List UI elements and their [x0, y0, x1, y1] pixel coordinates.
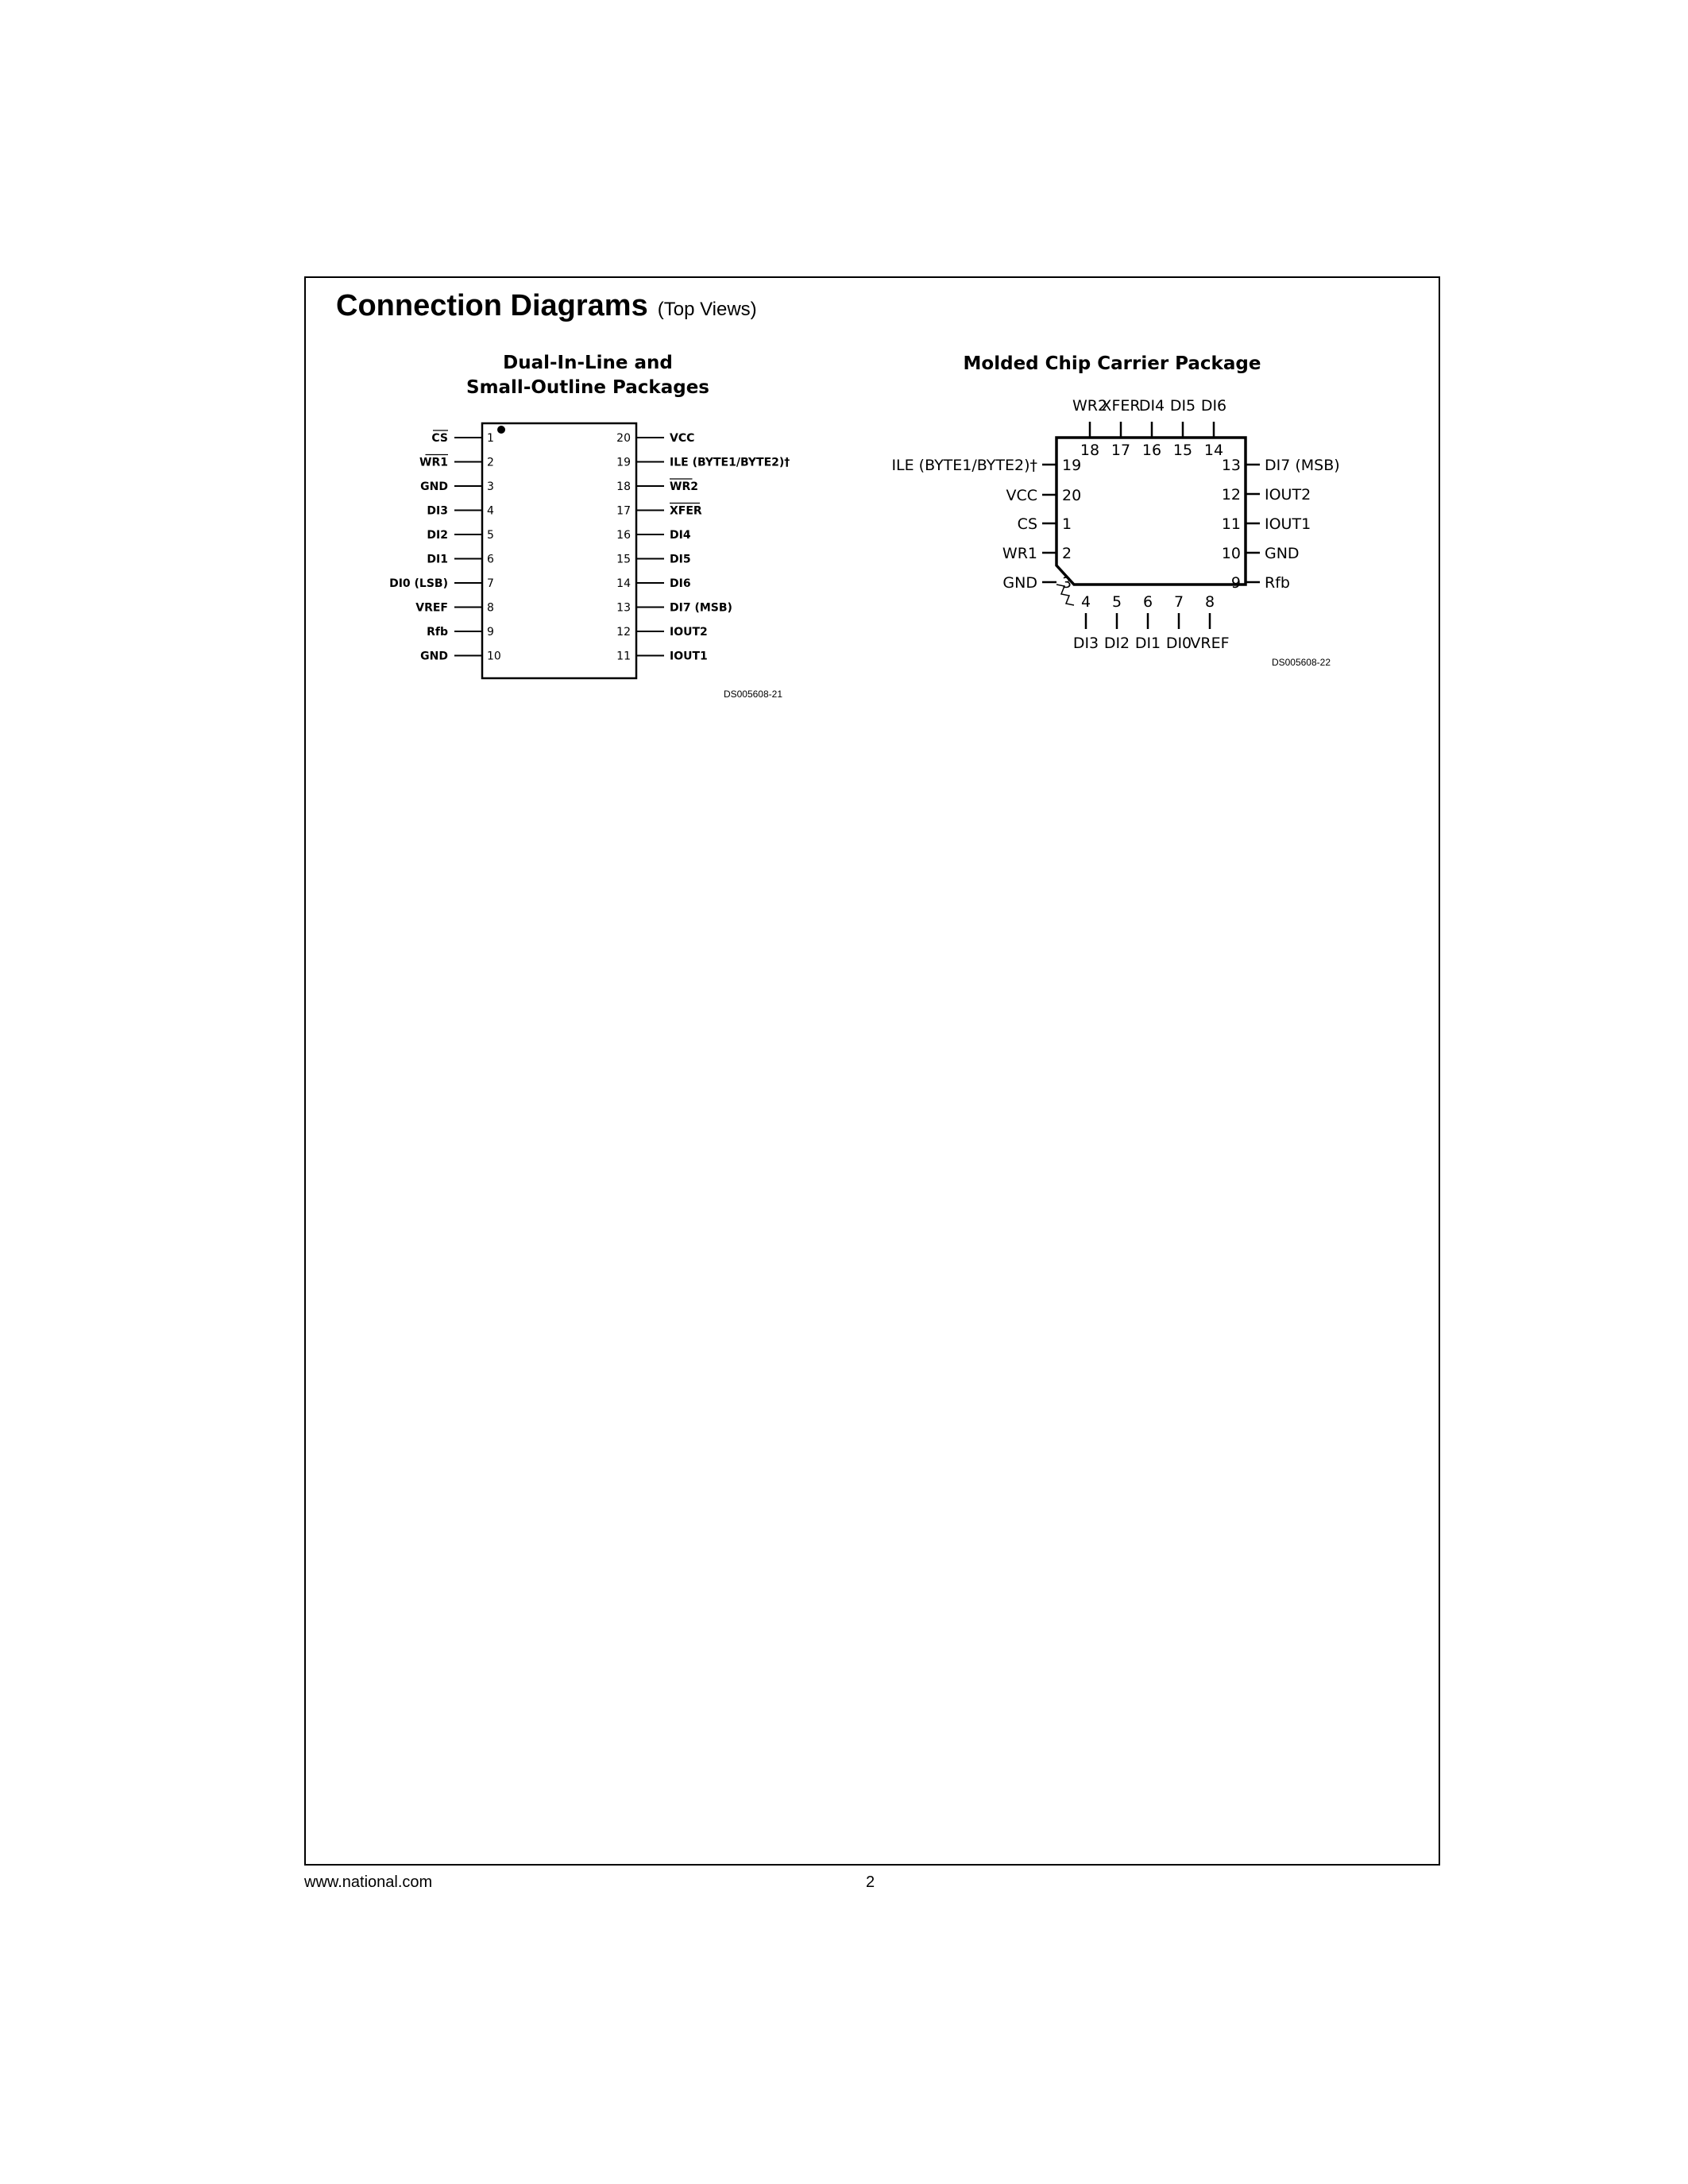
- dip-pin-iout2: IOUT2: [670, 626, 708, 639]
- plcc-pin-xfer: XFER: [1101, 397, 1141, 415]
- dip-drawing-code: DS005608-21: [723, 689, 782, 700]
- plcc-pin-iout2: IOUT2: [1265, 486, 1311, 504]
- plcc-pin-number: 9: [1230, 574, 1241, 592]
- plcc-bottom-pins: [1073, 593, 1230, 652]
- plcc-package-title: Molded Chip Carrier Package: [963, 353, 1261, 374]
- plcc-pin-di2: DI2: [1103, 635, 1130, 652]
- dip-pin-number: 6: [487, 553, 494, 566]
- plcc-pin-number: 3: [1062, 574, 1072, 592]
- dip-pin-number: 14: [616, 577, 631, 590]
- dip-pin-cs: CS: [431, 432, 448, 445]
- plcc-pin-number: 12: [1221, 486, 1241, 504]
- dip-left-pins: [389, 430, 501, 663]
- plcc-pin-number: 18: [1080, 442, 1100, 459]
- dip-pin-di7-msb: DI7 (MSB): [670, 601, 732, 615]
- plcc-pin-number: 19: [1062, 457, 1082, 474]
- plcc-pin-number: 8: [1204, 593, 1215, 611]
- dip-pin-number: 7: [487, 577, 494, 590]
- plcc-pin-di1: DI1: [1134, 635, 1161, 652]
- plcc-pin-iout1: IOUT1: [1265, 515, 1311, 533]
- dip-pin-di3: DI3: [427, 504, 448, 518]
- dip-pin-vref: VREF: [415, 601, 448, 615]
- plcc-pin-number: 16: [1141, 442, 1162, 459]
- plcc-top-pins: [1072, 397, 1226, 459]
- plcc-pin-cs: CS: [1017, 515, 1037, 533]
- plcc-package-body: [1056, 438, 1246, 585]
- plcc-pin-number: 20: [1062, 487, 1082, 504]
- plcc-pin-number: 1: [1062, 515, 1072, 533]
- plcc-pin-number: 14: [1203, 442, 1224, 459]
- dip-pin-number: 2: [487, 456, 494, 469]
- plcc-pin-number: 2: [1062, 545, 1072, 562]
- dip-pin-number: 8: [487, 601, 494, 615]
- footer-url[interactable]: www.national.com: [304, 1873, 433, 1891]
- dip-pin-xfer: XFER: [670, 504, 702, 518]
- plcc-pin-di3: DI3: [1072, 635, 1099, 652]
- dip-pin-ile-byte1-byte2: ILE (BYTE1/BYTE2)†: [670, 456, 790, 469]
- plcc-pin-di4: DI4: [1138, 397, 1165, 415]
- plcc-pin-vref: VREF: [1190, 635, 1230, 652]
- dip-pin-number: 20: [616, 432, 631, 445]
- plcc-pin-number: 7: [1173, 593, 1184, 611]
- dip-pin-di2: DI2: [427, 529, 448, 542]
- plcc-pin-number: 13: [1221, 457, 1241, 474]
- plcc-pin-di7-msb: DI7 (MSB): [1265, 457, 1340, 474]
- dip-pin-di0-lsb: DI0 (LSB): [389, 577, 448, 590]
- plcc-pin-number: 11: [1221, 515, 1241, 533]
- dip-package-body: [482, 423, 636, 678]
- dip-pin1-marker: [497, 426, 505, 434]
- dip-pin-number: 1: [487, 432, 494, 445]
- dip-pin-number: 17: [616, 504, 631, 518]
- dip-pin-di6: DI6: [670, 577, 691, 590]
- plcc-pin-ile-byte1-byte2: ILE (BYTE1/BYTE2)†: [891, 457, 1037, 474]
- plcc-drawing-code: DS005608-22: [1271, 657, 1331, 668]
- section-title-text: Connection Diagrams: [336, 289, 648, 322]
- dip-pin-number: 15: [616, 553, 631, 566]
- plcc-right-pins: [1222, 457, 1340, 592]
- plcc-pin-number: 4: [1080, 593, 1091, 611]
- dip-title-line2: Small-Outline Packages: [466, 377, 709, 398]
- plcc-pin-di0: DI0: [1165, 635, 1192, 652]
- dip-pin-wr1: WR1: [419, 456, 448, 469]
- dip-pin-wr2: WR2: [670, 480, 698, 493]
- dip-pin-iout1: IOUT1: [670, 650, 708, 663]
- dip-pin-number: 4: [487, 504, 494, 518]
- dip-pin-number: 13: [616, 601, 631, 615]
- plcc-pin-di5: DI5: [1169, 397, 1196, 415]
- plcc-pin-di6: DI6: [1200, 397, 1227, 415]
- plcc-pin-gnd: GND: [1002, 574, 1037, 592]
- plcc-pin-vcc: VCC: [1006, 487, 1037, 504]
- dip-pin-gnd: GND: [420, 480, 448, 493]
- section-subtitle: (Top Views): [657, 299, 757, 320]
- dip-pin-di5: DI5: [670, 553, 691, 566]
- plcc-pin-rfb: Rfb: [1265, 574, 1290, 592]
- dip-pin-number: 5: [487, 529, 494, 542]
- dip-pin-number: 10: [487, 650, 501, 663]
- plcc-pin-number: 6: [1142, 593, 1153, 611]
- dip-pin-number: 3: [487, 480, 494, 493]
- dip-pin-number: 11: [616, 650, 631, 663]
- dip-pin-gnd: GND: [420, 650, 448, 663]
- plcc-pin-wr1: WR1: [1002, 545, 1037, 562]
- footer-page-number: 2: [866, 1873, 875, 1891]
- plcc-left-pins: [891, 457, 1081, 592]
- plcc-pin-number: 17: [1111, 442, 1131, 459]
- plcc-pin-wr2: WR2: [1072, 397, 1108, 415]
- dip-pin-number: 12: [616, 626, 631, 639]
- dip-title-line1: Dual-In-Line and: [503, 353, 673, 373]
- dip-right-pins: [616, 432, 790, 663]
- dip-pin-number: 19: [616, 456, 631, 469]
- dip-pin-rfb: Rfb: [427, 626, 448, 639]
- dip-pin-number: 18: [616, 480, 631, 493]
- plcc-pin-number: 5: [1111, 593, 1122, 611]
- dip-pin-number: 9: [487, 626, 494, 639]
- dip-pin-di1: DI1: [427, 553, 448, 566]
- plcc-pin-number: 15: [1172, 442, 1193, 459]
- dip-pin-number: 16: [616, 529, 631, 542]
- dip-pin-vcc: VCC: [670, 432, 695, 445]
- plcc-pin-gnd: GND: [1265, 545, 1300, 562]
- dip-pin-di4: DI4: [670, 529, 691, 542]
- plcc-pin-number: 10: [1221, 545, 1241, 562]
